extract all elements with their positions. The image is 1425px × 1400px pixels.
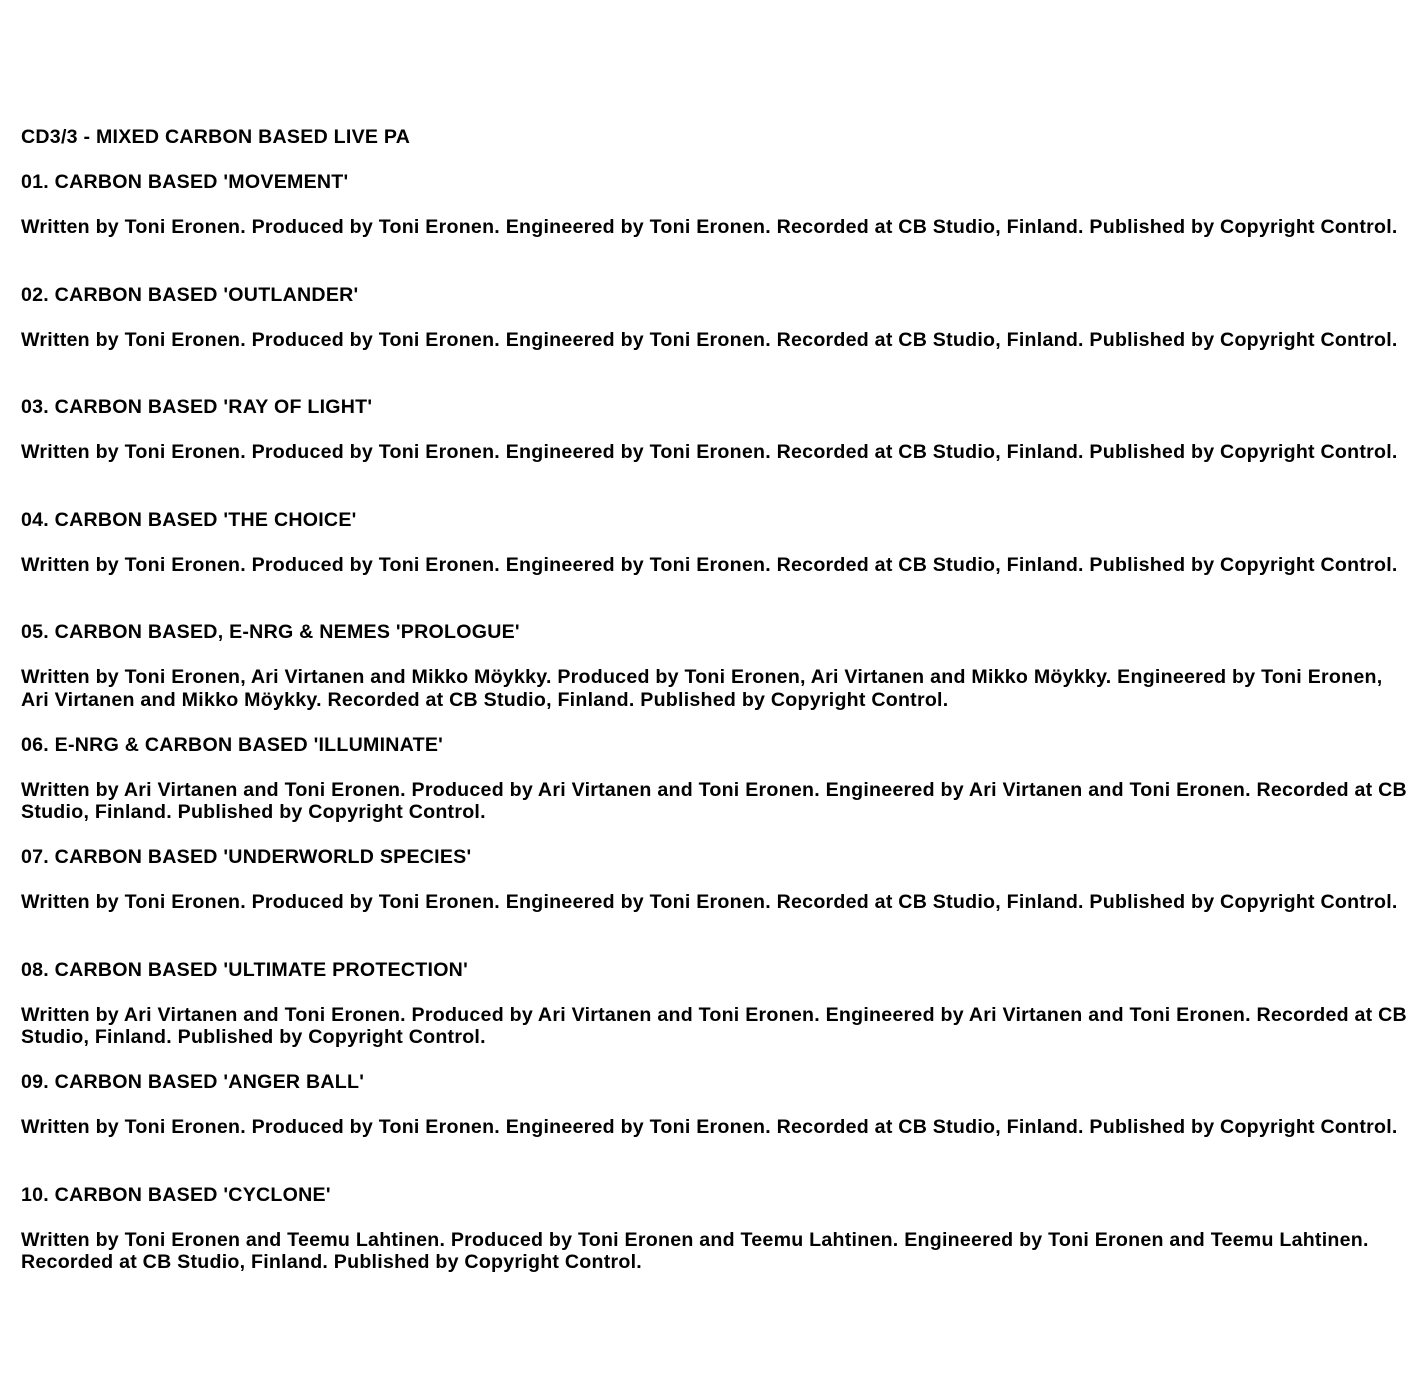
- track-title: 06. E-NRG & CARBON BASED 'ILLUMINATE': [21, 733, 444, 756]
- track-credits: Written by Toni Eronen. Produced by Toni Eronen. Engineered by Toni Eronen. Recorded at CB Studio, Finland. Published by Copyright Control.: [21, 1116, 1398, 1138]
- track-entry: [21, 396, 1413, 486]
- track-entry: [21, 284, 1413, 374]
- track-credits: Written by Toni Eronen. Produced by Toni Eronen. Engineered by Toni Eronen. Recorded at CB Studio, Finland. Published by Copyright Control.: [21, 441, 1398, 463]
- track-credits: Written by Toni Eronen. Produced by Toni Eronen. Engineered by Toni Eronen. Recorded at CB Studio, Finland. Published by Copyright Control.: [21, 328, 1398, 351]
- track-entry: [21, 734, 1413, 824]
- tracklist-document: [21, 126, 1413, 1274]
- track-credits: Written by Ari Virtanen and Toni Eronen. Produced by Ari Virtanen and Toni Eronen. Engineered by Ari Virtanen and Toni Eronen. Recorded at CB Studio, Finland. Published by Copyright Control.: [21, 1003, 1407, 1048]
- track-title: 04. CARBON BASED 'THE CHOICE': [21, 508, 357, 531]
- track-title: 07. CARBON BASED 'UNDERWORLD SPECIES': [21, 846, 472, 868]
- track-title: 09. CARBON BASED 'ANGER BALL': [21, 1071, 365, 1093]
- track-credits: Written by Toni Eronen. Produced by Toni Eronen. Engineered by Toni Eronen. Recorded at CB Studio, Finland. Published by Copyright Control.: [21, 891, 1398, 913]
- disc-title: CD3/3 - MIXED CARBON BASED LIVE PA: [21, 126, 411, 148]
- track-entry: [21, 846, 1413, 936]
- track-title: 01. CARBON BASED 'MOVEMENT': [21, 171, 349, 193]
- track-title: 02. CARBON BASED 'OUTLANDER': [21, 283, 359, 306]
- track-credits: Written by Toni Eronen. Produced by Toni Eronen. Engineered by Toni Eronen. Recorded at CB Studio, Finland. Published by Copyright Control.: [21, 216, 1398, 238]
- track-entry: [21, 621, 1413, 711]
- track-entry: [21, 1071, 1413, 1161]
- track-credits: Written by Toni Eronen and Teemu Lahtinen. Produced by Toni Eronen and Teemu Lahtinen. Engineered by Toni Eronen and Teemu Lahtinen. Recorded at CB Studio, Finland. Published by Copyright Control.: [21, 1228, 1369, 1273]
- track-entry: [21, 509, 1413, 599]
- track-title: 10. CARBON BASED 'CYCLONE': [21, 1183, 331, 1206]
- track-entry: [21, 1184, 1413, 1274]
- track-entry: [21, 959, 1413, 1049]
- track-credits: Written by Ari Virtanen and Toni Eronen. Produced by Ari Virtanen and Toni Eronen. Engineered by Ari Virtanen and Toni Eronen. Recorded at CB Studio, Finland. Published by Copyright Control.: [21, 778, 1407, 823]
- track-title: 05. CARBON BASED, E-NRG & NEMES 'PROLOGUE': [21, 621, 520, 643]
- track-credits: Written by Toni Eronen. Produced by Toni Eronen. Engineered by Toni Eronen. Recorded at CB Studio, Finland. Published by Copyright Control.: [21, 553, 1398, 576]
- track-credits: Written by Toni Eronen, Ari Virtanen and Mikko Möykky. Produced by Toni Eronen, Ari Virtanen and Mikko Möykky. Engineered by Toni Eronen, Ari Virtanen and Mikko Möykky. Recorded at CB Studio, Finland. Published by Copyright Control.: [21, 666, 1383, 711]
- track-title: 03. CARBON BASED 'RAY OF LIGHT': [21, 396, 373, 418]
- track-entry: [21, 171, 1413, 261]
- track-title: 08. CARBON BASED 'ULTIMATE PROTECTION': [21, 958, 468, 981]
